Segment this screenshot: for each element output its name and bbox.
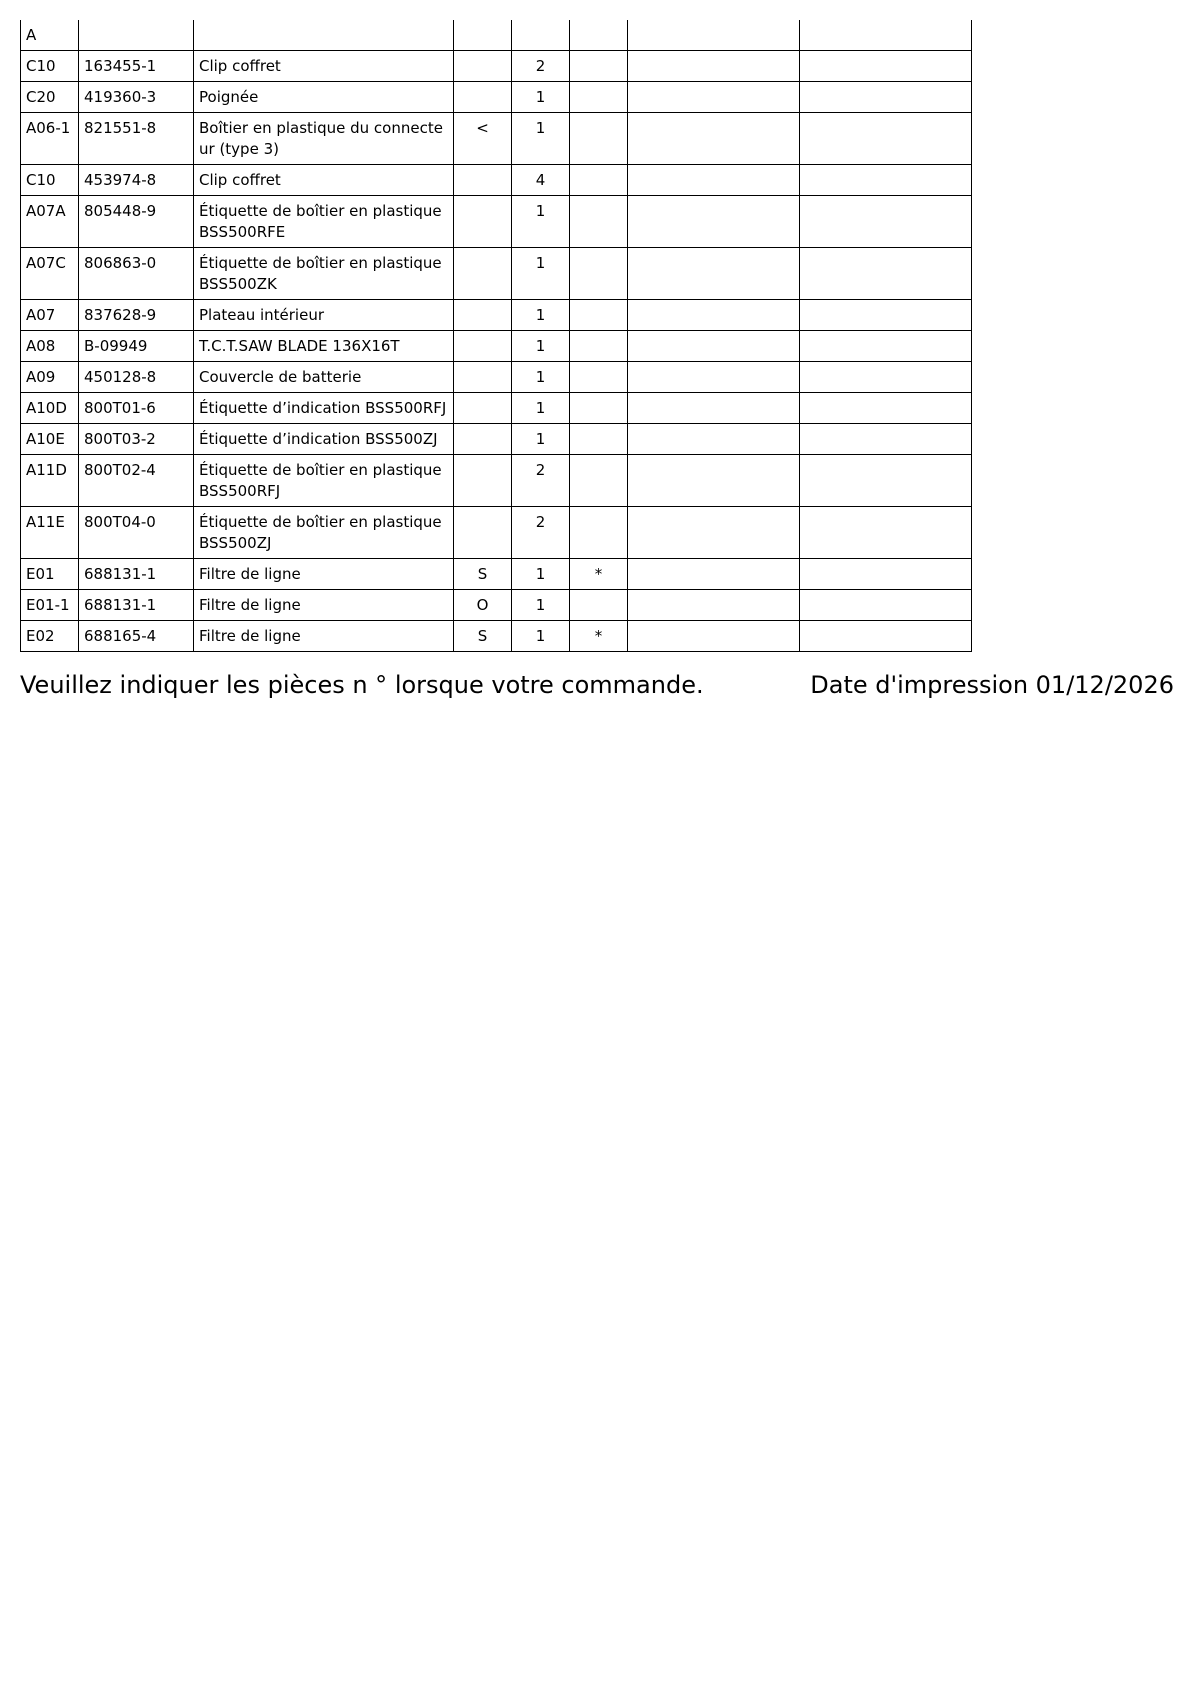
ref-cell: A11D (21, 455, 79, 507)
blank-cell (800, 331, 972, 362)
blank-cell (800, 362, 972, 393)
note-cell (454, 455, 512, 507)
part-number-cell: 800T03-2 (79, 424, 194, 455)
table-row (21, 20, 972, 51)
description-cell: Plateau intérieur (194, 300, 454, 331)
part-number-cell: 805448-9 (79, 196, 194, 248)
blank-cell (628, 300, 800, 331)
ref-cell: E01 (21, 559, 79, 590)
table-row (21, 393, 972, 424)
table-row (21, 621, 972, 652)
quantity-cell: 1 (512, 393, 570, 424)
note-cell (454, 507, 512, 559)
blank-cell (628, 455, 800, 507)
table-row (21, 559, 972, 590)
description-cell: Filtre de ligne (194, 590, 454, 621)
part-number-cell: 688131-1 (79, 559, 194, 590)
mark-cell (570, 113, 628, 165)
blank-cell (800, 165, 972, 196)
ref-cell: A10E (21, 424, 79, 455)
quantity-cell: 1 (512, 362, 570, 393)
description-cell: Filtre de ligne (194, 559, 454, 590)
blank-cell (628, 507, 800, 559)
note-cell (454, 20, 512, 51)
quantity-cell: 1 (512, 113, 570, 165)
note-cell (454, 362, 512, 393)
ref-cell: A09 (21, 362, 79, 393)
blank-cell (628, 82, 800, 113)
note-cell: O (454, 590, 512, 621)
part-number-cell: 453974-8 (79, 165, 194, 196)
blank-cell (800, 621, 972, 652)
description-cell: Étiquette de boîtier en plastique BSS500ZJ (194, 507, 454, 559)
description-cell: T.C.T.SAW BLADE 136X16T (194, 331, 454, 362)
description-cell: Clip coffret (194, 51, 454, 82)
table-row (21, 51, 972, 82)
mark-cell: * (570, 621, 628, 652)
parts-table-body (21, 20, 972, 652)
print-date: Date d'impression 01/12/2026 (810, 671, 1174, 699)
ref-cell: E01-1 (21, 590, 79, 621)
mark-cell (570, 20, 628, 51)
ref-cell: A08 (21, 331, 79, 362)
table-row (21, 590, 972, 621)
description-cell: Filtre de ligne (194, 621, 454, 652)
part-number-cell: 800T04-0 (79, 507, 194, 559)
note-cell: < (454, 113, 512, 165)
table-row (21, 82, 972, 113)
blank-cell (800, 248, 972, 300)
quantity-cell: 2 (512, 507, 570, 559)
part-number-cell: 821551-8 (79, 113, 194, 165)
quantity-cell: 2 (512, 51, 570, 82)
mark-cell (570, 165, 628, 196)
quantity-cell: 1 (512, 82, 570, 113)
blank-cell (628, 362, 800, 393)
blank-cell (628, 559, 800, 590)
table-row (21, 113, 972, 165)
quantity-cell: 1 (512, 590, 570, 621)
note-cell (454, 424, 512, 455)
blank-cell (800, 113, 972, 165)
quantity-cell: 1 (512, 248, 570, 300)
note-cell (454, 82, 512, 113)
table-row (21, 455, 972, 507)
blank-cell (800, 393, 972, 424)
mark-cell (570, 507, 628, 559)
part-number-cell (79, 20, 194, 51)
quantity-cell: 2 (512, 455, 570, 507)
description-cell (194, 20, 454, 51)
blank-cell (800, 51, 972, 82)
blank-cell (628, 590, 800, 621)
ref-cell: A11E (21, 507, 79, 559)
mark-cell (570, 393, 628, 424)
part-number-cell: 688165-4 (79, 621, 194, 652)
part-number-cell: 688131-1 (79, 590, 194, 621)
ref-cell: A (21, 20, 79, 51)
part-number-cell: B-09949 (79, 331, 194, 362)
part-number-cell: 800T01-6 (79, 393, 194, 424)
blank-cell (628, 393, 800, 424)
table-row (21, 331, 972, 362)
description-cell: Étiquette de boîtier en plastique BSS500RFJ (194, 455, 454, 507)
mark-cell (570, 455, 628, 507)
mark-cell (570, 51, 628, 82)
note-cell (454, 331, 512, 362)
ref-cell: A10D (21, 393, 79, 424)
note-cell (454, 165, 512, 196)
blank-cell (800, 559, 972, 590)
ref-cell: A07A (21, 196, 79, 248)
blank-cell (800, 455, 972, 507)
quantity-cell: 1 (512, 331, 570, 362)
blank-cell (628, 424, 800, 455)
mark-cell: * (570, 559, 628, 590)
part-number-cell: 450128-8 (79, 362, 194, 393)
description-cell: Étiquette d’indication BSS500ZJ (194, 424, 454, 455)
mark-cell (570, 362, 628, 393)
note-cell (454, 393, 512, 424)
part-number-cell: 163455-1 (79, 51, 194, 82)
quantity-cell: 1 (512, 424, 570, 455)
ref-cell: C10 (21, 165, 79, 196)
blank-cell (628, 331, 800, 362)
blank-cell (800, 82, 972, 113)
quantity-cell: 1 (512, 559, 570, 590)
part-number-cell: 837628-9 (79, 300, 194, 331)
description-cell: Étiquette de boîtier en plastique BSS500ZK (194, 248, 454, 300)
mark-cell (570, 424, 628, 455)
note-cell (454, 196, 512, 248)
table-row (21, 196, 972, 248)
table-row (21, 300, 972, 331)
blank-cell (800, 507, 972, 559)
description-cell: Étiquette de boîtier en plastique BSS500RFE (194, 196, 454, 248)
quantity-cell (512, 20, 570, 51)
mark-cell (570, 590, 628, 621)
table-row (21, 362, 972, 393)
note-cell (454, 300, 512, 331)
blank-cell (628, 20, 800, 51)
note-cell (454, 248, 512, 300)
note-cell: S (454, 559, 512, 590)
ref-cell: E02 (21, 621, 79, 652)
ref-cell: A07C (21, 248, 79, 300)
description-cell: Boîtier en plastique du connecteur (type 3) (194, 113, 454, 165)
note-cell (454, 51, 512, 82)
table-row (21, 507, 972, 559)
blank-cell (800, 20, 972, 51)
quantity-cell: 1 (512, 621, 570, 652)
table-row (21, 165, 972, 196)
order-instruction-note: Veuillez indiquer les pièces n ° lorsque votre commande. (20, 671, 704, 699)
quantity-cell: 4 (512, 165, 570, 196)
part-number-cell: 806863-0 (79, 248, 194, 300)
table-row (21, 424, 972, 455)
parts-table (20, 20, 972, 652)
blank-cell (628, 621, 800, 652)
description-cell: Étiquette d’indication BSS500RFJ (194, 393, 454, 424)
blank-cell (628, 196, 800, 248)
mark-cell (570, 82, 628, 113)
blank-cell (800, 300, 972, 331)
blank-cell (800, 196, 972, 248)
blank-cell (800, 424, 972, 455)
description-cell: Poignée (194, 82, 454, 113)
part-number-cell: 419360-3 (79, 82, 194, 113)
ref-cell: A06-1 (21, 113, 79, 165)
ref-cell: C20 (21, 82, 79, 113)
quantity-cell: 1 (512, 300, 570, 331)
mark-cell (570, 331, 628, 362)
blank-cell (628, 165, 800, 196)
mark-cell (570, 300, 628, 331)
mark-cell (570, 248, 628, 300)
blank-cell (628, 248, 800, 300)
ref-cell: C10 (21, 51, 79, 82)
description-cell: Couvercle de batterie (194, 362, 454, 393)
note-cell: S (454, 621, 512, 652)
quantity-cell: 1 (512, 196, 570, 248)
description-cell: Clip coffret (194, 165, 454, 196)
blank-cell (628, 51, 800, 82)
ref-cell: A07 (21, 300, 79, 331)
part-number-cell: 800T02-4 (79, 455, 194, 507)
table-row (21, 248, 972, 300)
blank-cell (628, 113, 800, 165)
mark-cell (570, 196, 628, 248)
blank-cell (800, 590, 972, 621)
